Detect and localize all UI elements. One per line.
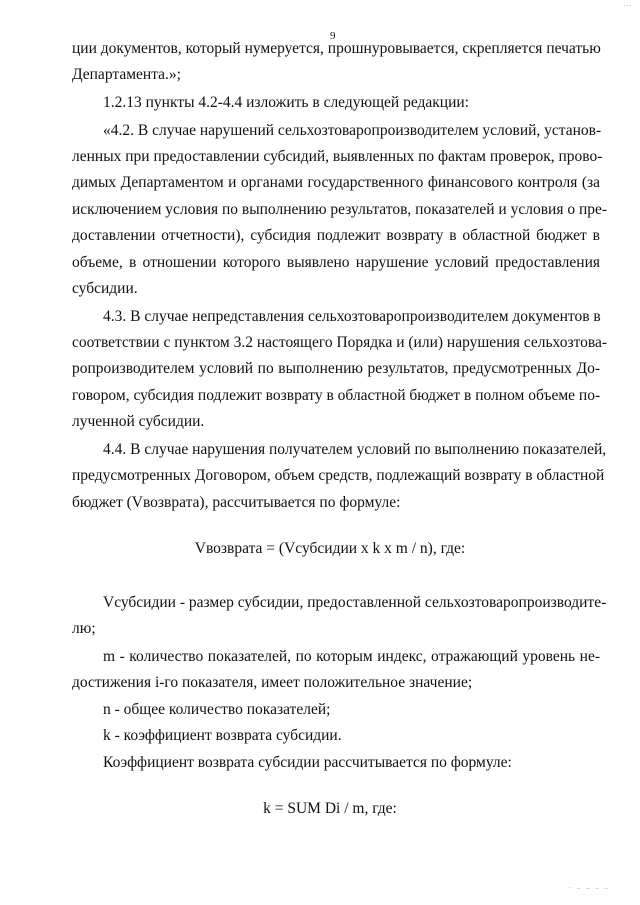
text-line: k - коэффициент возврата субсидии. [103,727,342,744]
text-line: предусмотренных Договором, объем средств, подлежащий возврату в областной [72,467,605,484]
text-line: субсидии. [72,280,138,297]
text-line: димых Департаментом и органами государственного финансового контроля (за [72,174,600,191]
text-line: исключением условия по выполнению результатов, показателей и условия о пре- [72,201,608,218]
text-line: m - количество показателей, по которым индекс, отражающий уровень не- [103,648,600,665]
text-line: соответствии с пунктом 3.2 настоящего Порядка и (или) нарушения сельхозтова- [72,334,608,351]
text-line: n - общее количество показателей; [103,701,331,718]
text-line: «4.2. В случае нарушений сельхозтоваропроизводителем условий, установ- [103,122,602,139]
corner-mark-bottom: · ‒ ‒ ‒ ‒ [568,884,610,892]
text-line: достижения i-го показателя, имеет положительное значение; [72,674,473,691]
text-line: объеме, в отношении которого выявлено нарушение условий предоставления [72,254,600,271]
text-line: говором, субсидия подлежит возврату в областной бюджет в полном объеме по- [72,387,601,404]
formula-k: k = SUM Di / m, где: [263,800,397,817]
text-line: лученной субсидии. [72,413,205,430]
text-line: ленных при предоставлении субсидий, выявленных по фактам проверок, прово- [72,148,603,165]
text-line: бюджет (Vвозврата), рассчитывается по формуле: [72,494,401,511]
text-line: 4.3. В случае непредставления сельхозтоваропроизводителем документов в [103,308,601,325]
text-line: 1.2.13 пункты 4.2-4.4 изложить в следующей редакции: [103,94,469,111]
text-line: Департамента.»; [72,66,181,83]
text-line: доставлении отчетности), субсидия подлежит возврату в областной бюджет в [72,227,600,244]
text-line: 4.4. В случае нарушения получателем условий по выполнению показателей, [103,441,607,458]
formula-v-return: Vвозврата = (Vсубсидии x k x m / n), где: [194,540,466,557]
page-number: 9 [330,30,336,42]
text-line: Vсубсидии - размер субсидии, предоставленной сельхозтоваропроизводите- [103,594,607,611]
text-line: лю; [72,620,96,637]
text-line: Коэффициент возврата субсидии рассчитывается по формуле: [103,754,512,771]
corner-mark-top: ... [623,0,632,8]
text-line: ропроизводителем условий по выполнению результатов, предусмотренных До- [72,360,600,377]
text-line: ции документов, который нумеруется, прошнуровывается, скрепляется печатью [72,40,601,57]
